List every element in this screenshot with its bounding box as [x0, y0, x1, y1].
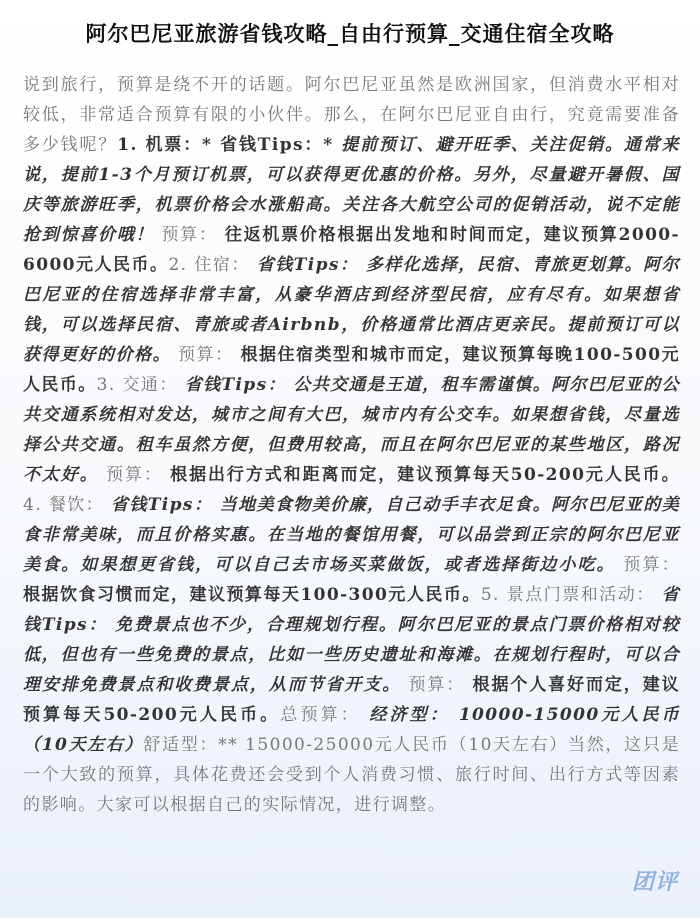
- total-budget-rest: 舒适型：** 15000-25000元人民币（10天左右）当然，这只是一个大致的预算，具体花费还会受到个人消费习惯、旅行时间、出行方式等因素的影响。大家可以根据自己的实际情况，进行调整。: [23, 735, 680, 815]
- section-food-label: 4. 餐饮：: [23, 495, 111, 515]
- section-transport-budget: 根据出行方式和距离而定，建议预算每天50-200元人民币。: [170, 465, 680, 485]
- section-transport-tips: 省钱Tips： 公共交通是王道，租车需谨慎。阿尔巴尼亚的公共交通系统相对发达，城市之间有大巴，城市内有公交车。如果想省钱，尽量选择公共交通。租车虽然方便，但费用较高，而且在阿尔巴尼亚的某些地区，路况不太好。: [23, 375, 680, 485]
- section-lodging-budget-label: 预算：: [171, 345, 241, 365]
- section-attractions-label: 5. 景点门票和活动：: [480, 585, 662, 605]
- section-flight-budget-label: 预算：: [154, 225, 225, 245]
- section-attractions-budget: 根据个人喜好而定，建议预算每天50-200元人民币。: [23, 675, 681, 725]
- section-flight-budget: 往返机票价格根据出发地和时间而定，建议预算2000-6000元人民币。: [23, 225, 680, 275]
- section-food-budget: 根据饮食习惯而定，建议预算每天100-300元人民币。: [23, 585, 481, 605]
- intro-text: 说到旅行，预算是绕不开的话题。阿尔巴尼亚虽然是欧洲国家，但消费水平相对较低，非常适合预算有限的小伙伴。那么，在阿尔巴尼亚自由行，究竟需要准备多少钱呢？: [23, 75, 680, 155]
- section-food-tips: 省钱Tips： 当地美食物美价廉，自己动手丰衣足食。阿尔巴尼亚的美食非常美味，而且价格实惠。在当地的餐馆用餐，可以品尝到正宗的阿尔巴尼亚美食。如果想更省钱，可以自己去市场买菜做饭，或者选择街边小吃。: [23, 495, 681, 575]
- total-budget-label: 总预算：: [280, 705, 370, 725]
- section-attractions-tips: 省钱Tips： 免费景点也不少，合理规划行程。阿尔巴尼亚的景点门票价格相对较低，但也有一些免费的景点，比如一些历史遗址和海滩。在规划行程时，可以合理安排免费景点和收费景点，从而节省开支。: [23, 585, 681, 695]
- section-transport-label: 3. 交通：: [96, 375, 185, 395]
- section-transport-budget-label: 预算：: [98, 465, 171, 485]
- section-flight-tips: 提前预订、避开旺季、关注促销。通常来说，提前1-3个月预订机票，可以获得更优惠的价格。另外，尽量避开暑假、国庆等旅游旺季，机票价格会水涨船高。关注各大航空公司的促销活动，说不定能抢到惊喜价哦！: [23, 135, 680, 245]
- section-lodging-tips: 省钱Tips： 多样化选择，民宿、青旅更划算。阿尔巴尼亚的住宿选择非常丰富，从豪华酒店到经济型民宿，应有尽有。如果想省钱，可以选择民宿、青旅或者Airbnb，价格通常比酒店更亲民。提前预订可以获得更好的价格。: [23, 255, 681, 365]
- article-body: [23, 70, 680, 820]
- total-budget-economy: 经济型： 10000-15000元人民币（10天左右）: [23, 705, 681, 755]
- section-food-budget-label: 预算：: [615, 555, 680, 575]
- section-attractions-budget-label: 预算：: [401, 675, 473, 695]
- watermark-logo: 团评: [631, 870, 678, 895]
- section-lodging-budget: 根据住宿类型和城市而定，建议预算每晚100-500元人民币。: [23, 345, 681, 395]
- page-title: 阿尔巴尼亚旅游省钱攻略_自由行预算_交通住宿全攻略: [85, 22, 615, 46]
- section-lodging-label: 2. 住宿：: [168, 255, 257, 275]
- section-flight-heading: 1. 机票：* 省钱Tips：*: [117, 135, 334, 155]
